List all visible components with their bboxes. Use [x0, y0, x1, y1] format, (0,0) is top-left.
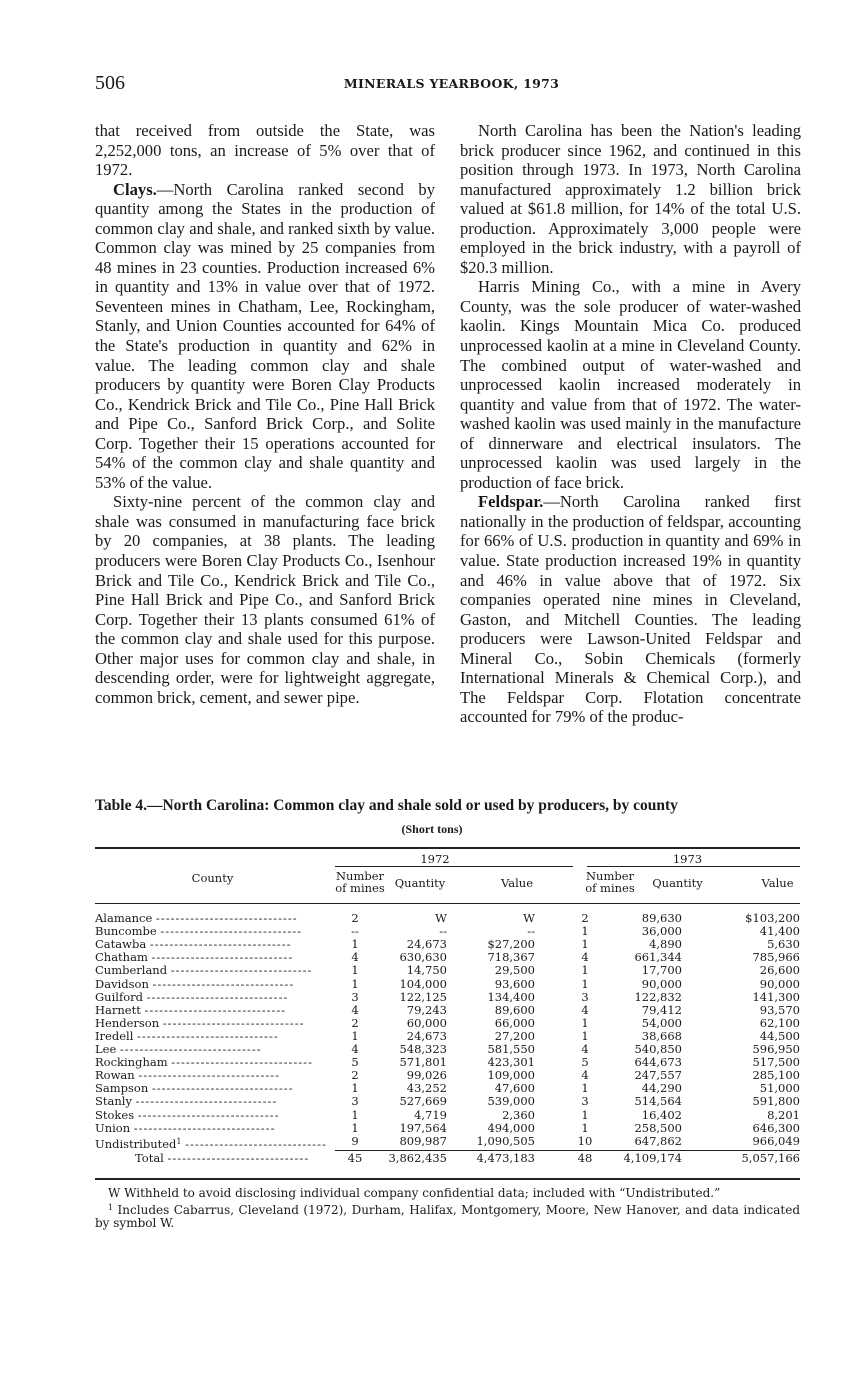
value-1973-cell: 785,966 — [752, 950, 800, 965]
quantity-1973-cell: 661,344 — [634, 950, 682, 965]
county-name: Alamance ----------------------------- — [95, 913, 298, 925]
value-1972-cell: 47,600 — [494, 1081, 535, 1096]
table-top-rule — [95, 847, 800, 849]
value-1972-cell: 718,367 — [487, 950, 535, 965]
mines-1973-cell: 1 — [581, 1081, 589, 1096]
quantity-1972-cell: 60,000 — [406, 1015, 447, 1030]
mines-1972-cell: 4 — [351, 1002, 359, 1017]
mines-1973-cell: 3 — [581, 1094, 589, 1109]
total-quantity-1972: 3,862,435 — [388, 1151, 447, 1165]
mines-1973-cell: 1 — [581, 1107, 589, 1122]
table-row — [95, 1015, 800, 1030]
quantity-1973-cell: 122,832 — [634, 989, 682, 1004]
total-label: Total ----------------------------- — [135, 1153, 310, 1165]
mines-1973-cell: 5 — [581, 1055, 589, 1070]
mines-1972-cell: 2 — [351, 1015, 359, 1030]
footnote-w: W Withheld to avoid disclosing individual company confidential data; included with “Undistributed.” — [108, 1186, 721, 1200]
table-row — [95, 1028, 800, 1043]
table-row — [95, 976, 800, 991]
quantity-1973-cell: 16,402 — [641, 1107, 682, 1122]
quantity-1972-cell: 24,673 — [406, 937, 447, 952]
paragraph: North Carolina has been the Nation's leading brick producer since 1962, and continued in this position through 1973. In 1973, North Carolina manufactured approximately 1.2 billion brick valued at $61.8 million, for 14% of the total U.S. production. Approximately 3,000 people were employed in the brick industry, with a payroll of $20.3 million. — [460, 121, 801, 277]
table-row — [95, 1044, 800, 1056]
quantity-1973-cell: 258,500 — [634, 1120, 682, 1135]
county-name: Catawba ----------------------------- — [95, 939, 292, 951]
mines-1973-cell: 1 — [581, 976, 589, 991]
value-1973-cell: 90,000 — [759, 976, 800, 991]
quantity-1972-cell: 104,000 — [399, 976, 447, 991]
table-row — [95, 1083, 800, 1095]
county-name: Guilford ----------------------------- — [95, 991, 289, 1004]
mines-1972-cell: 3 — [351, 1094, 359, 1109]
table-row — [95, 965, 800, 977]
header-bottom-rule — [95, 903, 800, 904]
county-name: Davidson ----------------------------- — [95, 978, 295, 991]
right-column — [460, 121, 801, 727]
mines-1972-cell: 1 — [351, 1081, 359, 1096]
table-row — [95, 1107, 800, 1122]
paragraph: Sixty-nine percent of the common clay and shale was consumed in manufacturing face brick by 20 companies, at 38 plants. The leading producers were Boren Clay Products Co., Isenhour Brick and Tile Co., Kendrick Brick and Tile Co., Pine Hall Brick and Pipe Co., and Sanford Brick Corp. Together their 13 plants consumed 61% of the common clay and shale used for this purpose. Other major uses for common clay and shale, in descending order, were for lightweight aggregate, common brick, cement, and sewer pipe. — [95, 492, 435, 707]
value-1972-header: Value — [501, 876, 533, 890]
value-1972-cell: 93,600 — [494, 976, 535, 991]
running-head: MINERALS YEARBOOK, 1973 — [343, 76, 560, 91]
quantity-1973-cell: 38,668 — [641, 1028, 682, 1043]
table-row — [95, 1057, 800, 1069]
value-1973-cell: 51,000 — [759, 1081, 800, 1096]
quantity-1973-cell: 647,862 — [634, 1133, 682, 1148]
mines-1972-cell: 3 — [351, 989, 359, 1004]
quantity-1973-cell: 247,557 — [634, 1068, 682, 1083]
quantity-1972-cell: W — [435, 911, 447, 925]
total-mines-1972: 45 — [347, 1151, 363, 1165]
total-value-1972: 4,473,183 — [476, 1151, 535, 1165]
year-1973-header: 1973 — [672, 852, 703, 866]
mines-1973-cell: 10 — [577, 1133, 593, 1148]
mines-1972-cell: 2 — [351, 1068, 359, 1083]
mines-1972-cell: 4 — [351, 1042, 359, 1056]
value-1972-cell: 2,360 — [502, 1107, 535, 1122]
quantity-1972-cell: 548,323 — [399, 1042, 447, 1056]
total-mines-1973: 48 — [577, 1151, 593, 1165]
county-name: Rockingham ----------------------------- — [95, 1057, 313, 1069]
value-1973-cell: 141,300 — [752, 989, 800, 1004]
quantity-1973-cell: 79,412 — [641, 1002, 682, 1017]
mines-1973-header: Number of mines — [585, 869, 635, 895]
table-row — [95, 1002, 800, 1017]
page-number: 506 — [95, 72, 125, 94]
county-name: Buncombe ----------------------------- — [95, 926, 303, 938]
quantity-1973-cell: 36,000 — [641, 924, 682, 939]
mines-1972-cell: 9 — [351, 1133, 359, 1148]
total-value-1973: 5,057,166 — [741, 1151, 800, 1165]
mines-1973-cell: 3 — [581, 989, 589, 1004]
table-row — [95, 1096, 800, 1108]
quantity-1973-cell: 89,630 — [641, 911, 682, 925]
value-1972-cell: 494,000 — [487, 1120, 535, 1135]
county-header: County — [191, 871, 234, 885]
quantity-1972-header: Quantity — [394, 876, 446, 890]
value-1973-cell: 596,950 — [752, 1042, 800, 1056]
county-name: Rowan ----------------------------- — [95, 1070, 281, 1082]
mines-1973-cell: 1 — [581, 924, 589, 939]
value-1973-cell: 44,500 — [759, 1028, 800, 1043]
value-1973-header: Value — [761, 876, 794, 890]
county-name: Henderson ----------------------------- — [95, 1017, 305, 1030]
mines-1973-cell: 1 — [581, 1015, 589, 1030]
paragraph: that received from outside the State, was 2,252,000 tons, an increase of 5% over that of 1972. — [95, 121, 435, 180]
footnote-1: $^1$ Includes Cabarrus, Cleveland (1972), Durham, Halifax, Montgomery, Moore, New Hanover, and data indicated by symbol W. — [95, 1202, 800, 1230]
quantity-1973-cell: 17,700 — [641, 963, 682, 978]
mines-1972-cell: 2 — [351, 911, 359, 925]
quantity-1972-cell: 122,125 — [399, 989, 447, 1004]
year-1972-header: 1972 — [420, 852, 450, 866]
quantity-1973-cell: 644,673 — [634, 1055, 682, 1070]
feldspar-paragraph: Feldspar.—North Carolina ranked first nationally in the production of feldspar, accounting for 66% of U.S. production in quantity and 69% in value. State production increased 19% in quantity and 46% in value above that of 1972. Six companies operated nine mines in Cleveland, Gaston, and Mitchell Counties. The leading producers were Lawson-United Feldspar and Mineral Co., Sobin Chemicals (formerly International Minerals & Chemical Corp.), and The Feldspar Corp. Flotation concentrate accounted for 79% of the produc- — [460, 492, 801, 727]
county-name: Cumberland ----------------------------- — [95, 965, 313, 977]
mines-1973-cell: 2 — [581, 911, 589, 925]
value-1972-cell: 29,500 — [494, 963, 535, 978]
table-row — [95, 913, 800, 925]
table-subtitle: (Short tons) — [401, 822, 463, 836]
quantity-1973-cell: 54,000 — [641, 1015, 682, 1030]
quantity-1973-cell: 44,290 — [641, 1081, 682, 1096]
quantity-1972-cell: 809,987 — [399, 1133, 447, 1148]
quantity-1973-header: Quantity — [652, 876, 703, 890]
county-name: Stokes ----------------------------- — [95, 1109, 280, 1122]
value-1972-cell: -- — [527, 924, 535, 939]
value-1973-cell: 26,600 — [759, 963, 800, 978]
total-quantity-1973: 4,109,174 — [623, 1151, 682, 1165]
mines-1972-cell: 1 — [351, 1107, 359, 1122]
mines-1973-cell: 4 — [581, 1068, 589, 1083]
table-row — [95, 1133, 800, 1151]
mines-1972-cell: -- — [351, 924, 359, 939]
value-1973-cell: $103,200 — [745, 911, 800, 925]
table-row — [95, 952, 800, 964]
mines-1973-cell: 1 — [581, 1028, 589, 1043]
value-1972-cell: 134,400 — [487, 989, 535, 1004]
total-row — [95, 1153, 800, 1165]
year-1973-rule — [587, 866, 800, 867]
value-1972-cell: 109,000 — [487, 1068, 535, 1083]
table-row — [95, 926, 800, 938]
value-1972-cell: 581,550 — [487, 1042, 535, 1056]
section-lead-feldspar: Feldspar. — [478, 492, 544, 512]
table-bottom-rule — [95, 1178, 800, 1180]
value-1973-cell: 285,100 — [752, 1068, 800, 1083]
table-title: Table 4.—North Carolina: Common clay and shale sold or used by producers, by county — [95, 797, 678, 814]
value-1972-cell: 539,000 — [487, 1094, 535, 1109]
mines-1972-cell: 1 — [351, 937, 359, 952]
value-1973-cell: 93,570 — [759, 1002, 800, 1017]
year-1972-rule — [335, 866, 573, 867]
quantity-1973-cell: 90,000 — [641, 976, 682, 991]
value-1972-cell: 27,200 — [494, 1028, 535, 1043]
table-footnotes — [95, 1187, 800, 1231]
value-1973-cell: 517,500 — [752, 1055, 800, 1070]
value-1973-cell: 646,300 — [752, 1120, 800, 1135]
mines-1972-cell: 1 — [351, 1028, 359, 1043]
mines-1972-cell: 1 — [351, 963, 359, 978]
quantity-1972-cell: -- — [439, 924, 447, 939]
quantity-1972-cell: 24,673 — [406, 1028, 447, 1043]
county-name: Stanly ----------------------------- — [95, 1096, 278, 1108]
county-name: Lee ----------------------------- — [95, 1044, 262, 1056]
value-1972-cell: 423,301 — [487, 1055, 535, 1070]
clays-paragraph: Clays.—North Carolina ranked second by quantity among the States in the production of common clay and shale, and ranked sixth by value. Common clay was mined by 25 companies from 48 mines in 23 counties. Production increased 6% in quantity and 13% in value over that of 1972. Seventeen mines in Chatham, Lee, Rockingham, Stanly, and Union Counties accounted for 64% of the State's production in quantity and 62% in value. The leading common clay and shale producers by quantity were Boren Clay Products Co., Kendrick Brick and Tile Co., Pine Hall Brick and Pipe Co., Sanford Brick Corp., and Solite Corp. Together their 15 operations accounted for 54% of the common clay and shale quantity and 53% of the value. — [95, 179, 435, 492]
value-1973-cell: 8,201 — [767, 1107, 800, 1122]
mines-1973-cell: 1 — [581, 1120, 589, 1135]
county-name: Undistributed$^1$ ----------------------------- — [95, 1136, 327, 1151]
county-name: Harnett ----------------------------- — [95, 1004, 287, 1017]
mines-1973-cell: 4 — [581, 1042, 589, 1056]
value-1972-cell: $27,200 — [487, 937, 535, 952]
quantity-1972-cell: 571,801 — [399, 1055, 447, 1070]
quantity-1972-cell: 79,243 — [406, 1002, 447, 1017]
value-1972-cell: 89,600 — [494, 1002, 535, 1017]
table-row — [95, 989, 800, 1004]
mines-1972-cell: 1 — [351, 1120, 359, 1135]
value-1973-cell: 41,400 — [759, 924, 800, 939]
mines-1972-cell: 5 — [351, 1055, 359, 1070]
quantity-1973-cell: 540,850 — [634, 1042, 682, 1056]
mines-1973-cell: 4 — [581, 1002, 589, 1017]
mines-1973-cell: 1 — [581, 937, 589, 952]
quantity-1972-cell: 14,750 — [406, 963, 447, 978]
mines-1973-cell: 1 — [581, 963, 589, 978]
section-lead-clays: Clays. — [113, 179, 157, 199]
table-row — [95, 939, 800, 951]
quantity-1972-cell: 43,252 — [406, 1081, 447, 1096]
quantity-1972-cell: 4,719 — [414, 1107, 447, 1122]
value-1972-cell: W — [523, 911, 535, 925]
quantity-1972-cell: 630,630 — [399, 950, 447, 965]
mines-1972-header: Number of mines — [335, 869, 385, 895]
mines-1972-cell: 1 — [351, 976, 359, 991]
county-name: Iredell ----------------------------- — [95, 1030, 279, 1043]
county-name: Chatham ----------------------------- — [95, 952, 294, 964]
value-1973-cell: 62,100 — [759, 1015, 800, 1030]
quantity-1972-cell: 197,564 — [399, 1120, 447, 1135]
quantity-1973-cell: 514,564 — [634, 1094, 682, 1109]
value-1972-cell: 66,000 — [494, 1015, 535, 1030]
table-row — [95, 1070, 800, 1082]
county-name: Sampson ----------------------------- — [95, 1083, 294, 1095]
value-1973-cell: 966,049 — [752, 1133, 800, 1148]
value-1972-cell: 1,090,505 — [476, 1133, 535, 1148]
quantity-1972-cell: 527,669 — [399, 1094, 447, 1109]
quantity-1972-cell: 99,026 — [406, 1068, 447, 1083]
mines-1973-cell: 4 — [581, 950, 589, 965]
page-header — [95, 72, 808, 96]
value-1973-cell: 591,800 — [752, 1094, 800, 1109]
quantity-1973-cell: 4,890 — [649, 937, 682, 952]
table-row — [95, 1120, 800, 1135]
county-name: Union ----------------------------- — [95, 1122, 276, 1135]
value-1973-cell: 5,630 — [767, 937, 800, 952]
mines-1972-cell: 4 — [351, 950, 359, 965]
left-column — [95, 121, 435, 707]
paragraph: Harris Mining Co., with a mine in Avery County, was the sole producer of water-washed kaolin. Kings Mountain Mica Co. produced unprocessed kaolin at a mine in Cleveland County. The combined output of water-washed and unprocessed kaolin increased moderately in quantity and value from that of 1972. The water-washed kaolin was used mainly in the manufacture of dinnerware and electrical insulators. The unprocessed kaolin was used largely in the production of face brick. — [460, 277, 801, 492]
